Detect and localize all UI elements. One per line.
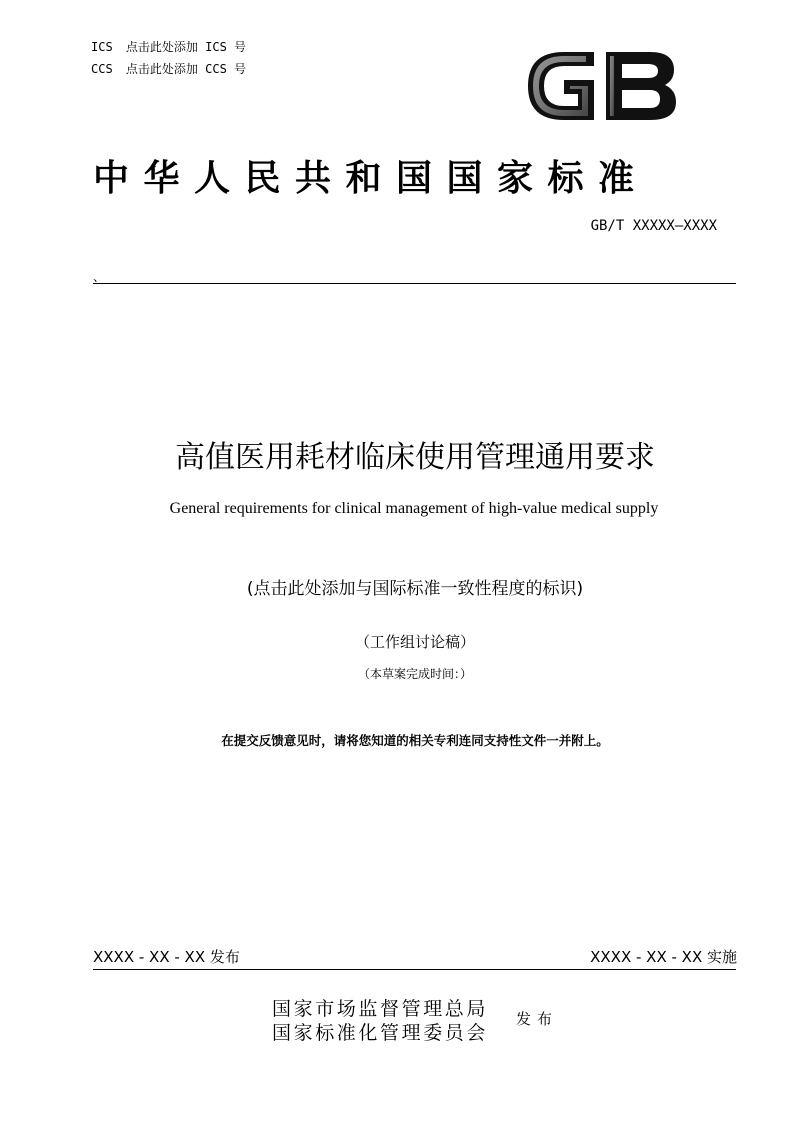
- ics-placeholder[interactable]: 点击此处添加 ICS 号: [125, 40, 247, 54]
- ccs-code: CCS: [91, 62, 113, 76]
- ics-line: [91, 38, 252, 55]
- publisher-samr: 国家市场监督管理总局: [272, 998, 489, 1020]
- top-divider: [93, 283, 736, 284]
- draft-stage: （工作组讨论稿）: [354, 633, 475, 651]
- bottom-divider: [93, 969, 736, 970]
- draft-completion-time: （本草案完成时间：）: [357, 667, 472, 681]
- ccs-placeholder[interactable]: 点击此处添加 CCS 号: [125, 62, 247, 76]
- ccs-line: [91, 60, 252, 77]
- consistency-placeholder[interactable]: (点击此处添加与国际标准一致性程度的标识): [246, 579, 584, 599]
- publisher-sac: 国家标准化管理委员会: [272, 1022, 489, 1044]
- standard-category-header: 中华人民共和国国家标准: [93, 158, 649, 199]
- gb-logo-icon: [524, 46, 679, 126]
- title-english: General requirements for clinical management of high-value medical supply: [169, 500, 659, 517]
- stray-mark: 、: [93, 270, 106, 284]
- patent-feedback-note: 在提交反馈意见时，请将您知道的相关专利连同支持性文件一并附上。: [221, 733, 609, 748]
- standard-number: GB/T XXXXX—XXXX: [590, 218, 717, 234]
- implementation-date: XXXX - XX - XX 实施: [590, 948, 737, 966]
- title-chinese: 高值医用耗材临床使用管理通用要求: [175, 440, 655, 475]
- publish-label: 发布: [516, 1010, 559, 1028]
- issue-date: XXXX - XX - XX 发布: [93, 948, 240, 966]
- ics-code: ICS: [91, 40, 113, 54]
